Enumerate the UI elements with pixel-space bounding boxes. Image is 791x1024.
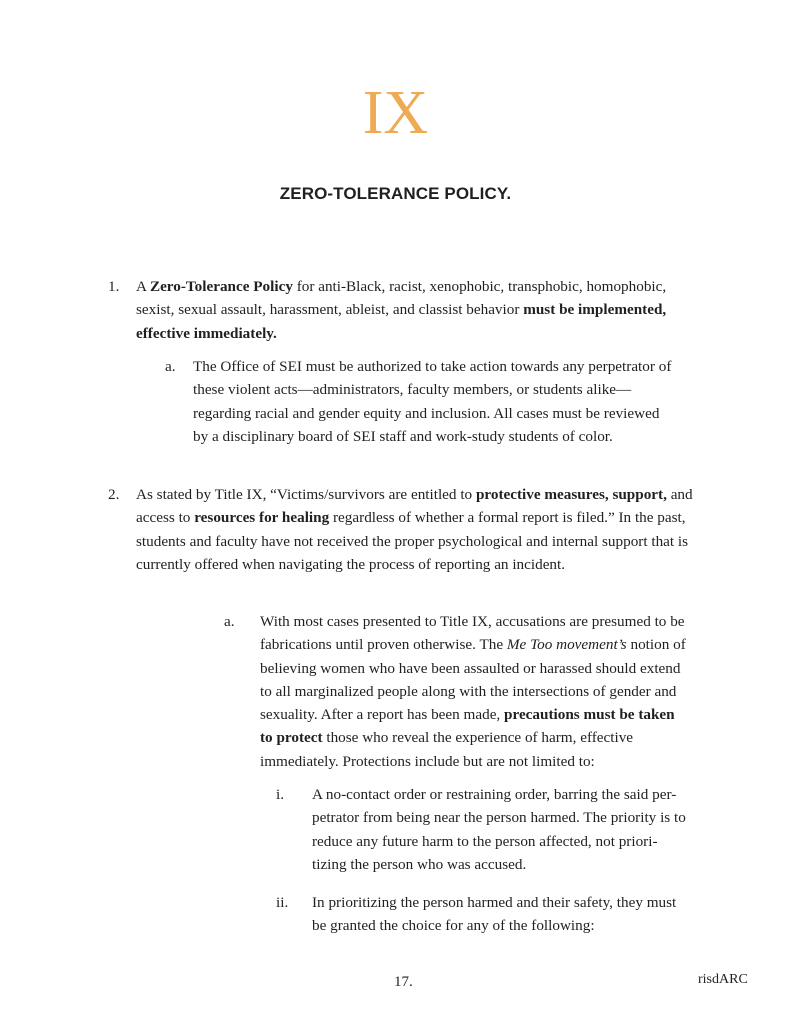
page-number: 17. [394,974,413,990]
list-item-text: A no-contact order or restraining order, barring the said per-petrator from being near the person harmed. The priority is to reduce any future harm to the person affected, not priori-tizing the person who was accused. [312,786,686,873]
footer-brand: risdARC [698,972,748,987]
list-item-text: With most cases presented to Title IX, accusations are presumed to be fabrications until proven otherwise. The Me Too movement’s notion of believing women who have been assaulted or harassed should extend to all marginalized people along with the intersections of gender and sexuality. After a report has been made, precautions must be taken to protect those who reveal the experience of harm, effective immediately. Protections include but are not limited to: [260,613,686,770]
bold-phrase: protective measures, support, [475,486,667,503]
list-marker: 2. [108,486,120,503]
italic-phrase: Me Too movement’s [506,636,627,654]
section-heading: ZERO-TOLERANCE POLICY. [279,184,512,203]
list-marker: ii. [276,894,289,911]
bold-phrase: resources for healing [194,509,330,527]
bold-phrase: Zero-Tolerance Policy [149,278,293,295]
bold-phrase: precautions must be taken to protect [260,706,675,747]
list-item-text: In prioritizing the person harmed and their safety, they must be granted the choice for any of the following: [312,894,677,935]
bold-phrase: must be implemented, effective immediately. [136,301,667,342]
list-marker: a. [165,358,176,375]
list-item-text: A Zero-Tolerance Policy for anti-Black, racist, xenophobic, transphobic, homophobic, sexist, sexual assault, harassment, ableist, and classist behavior must be implemented, effective immediately. [136,278,667,342]
list-marker: 1. [108,278,120,295]
list-marker: i. [276,786,285,803]
list-item-text: As stated by Title IX, “Victims/survivors are entitled to protective measures, support, and access to resources for healing regardless of whether a formal report is filed.” In the past, students and faculty have not received the proper psychological and internal support that is currently offered when navigating the process of reporting an incident. [136,486,693,573]
list-item-text: The Office of SEI must be authorized to take action towards any perpetrator of these violent acts—administrators, faculty members, or students alike—regarding racial and gender equity and inclusion. All cases must be reviewed by a disciplinary board of SEI staff and work-study students of color. [193,358,672,445]
list-marker: a. [224,613,235,630]
chapter-numeral: IX [362,79,429,147]
